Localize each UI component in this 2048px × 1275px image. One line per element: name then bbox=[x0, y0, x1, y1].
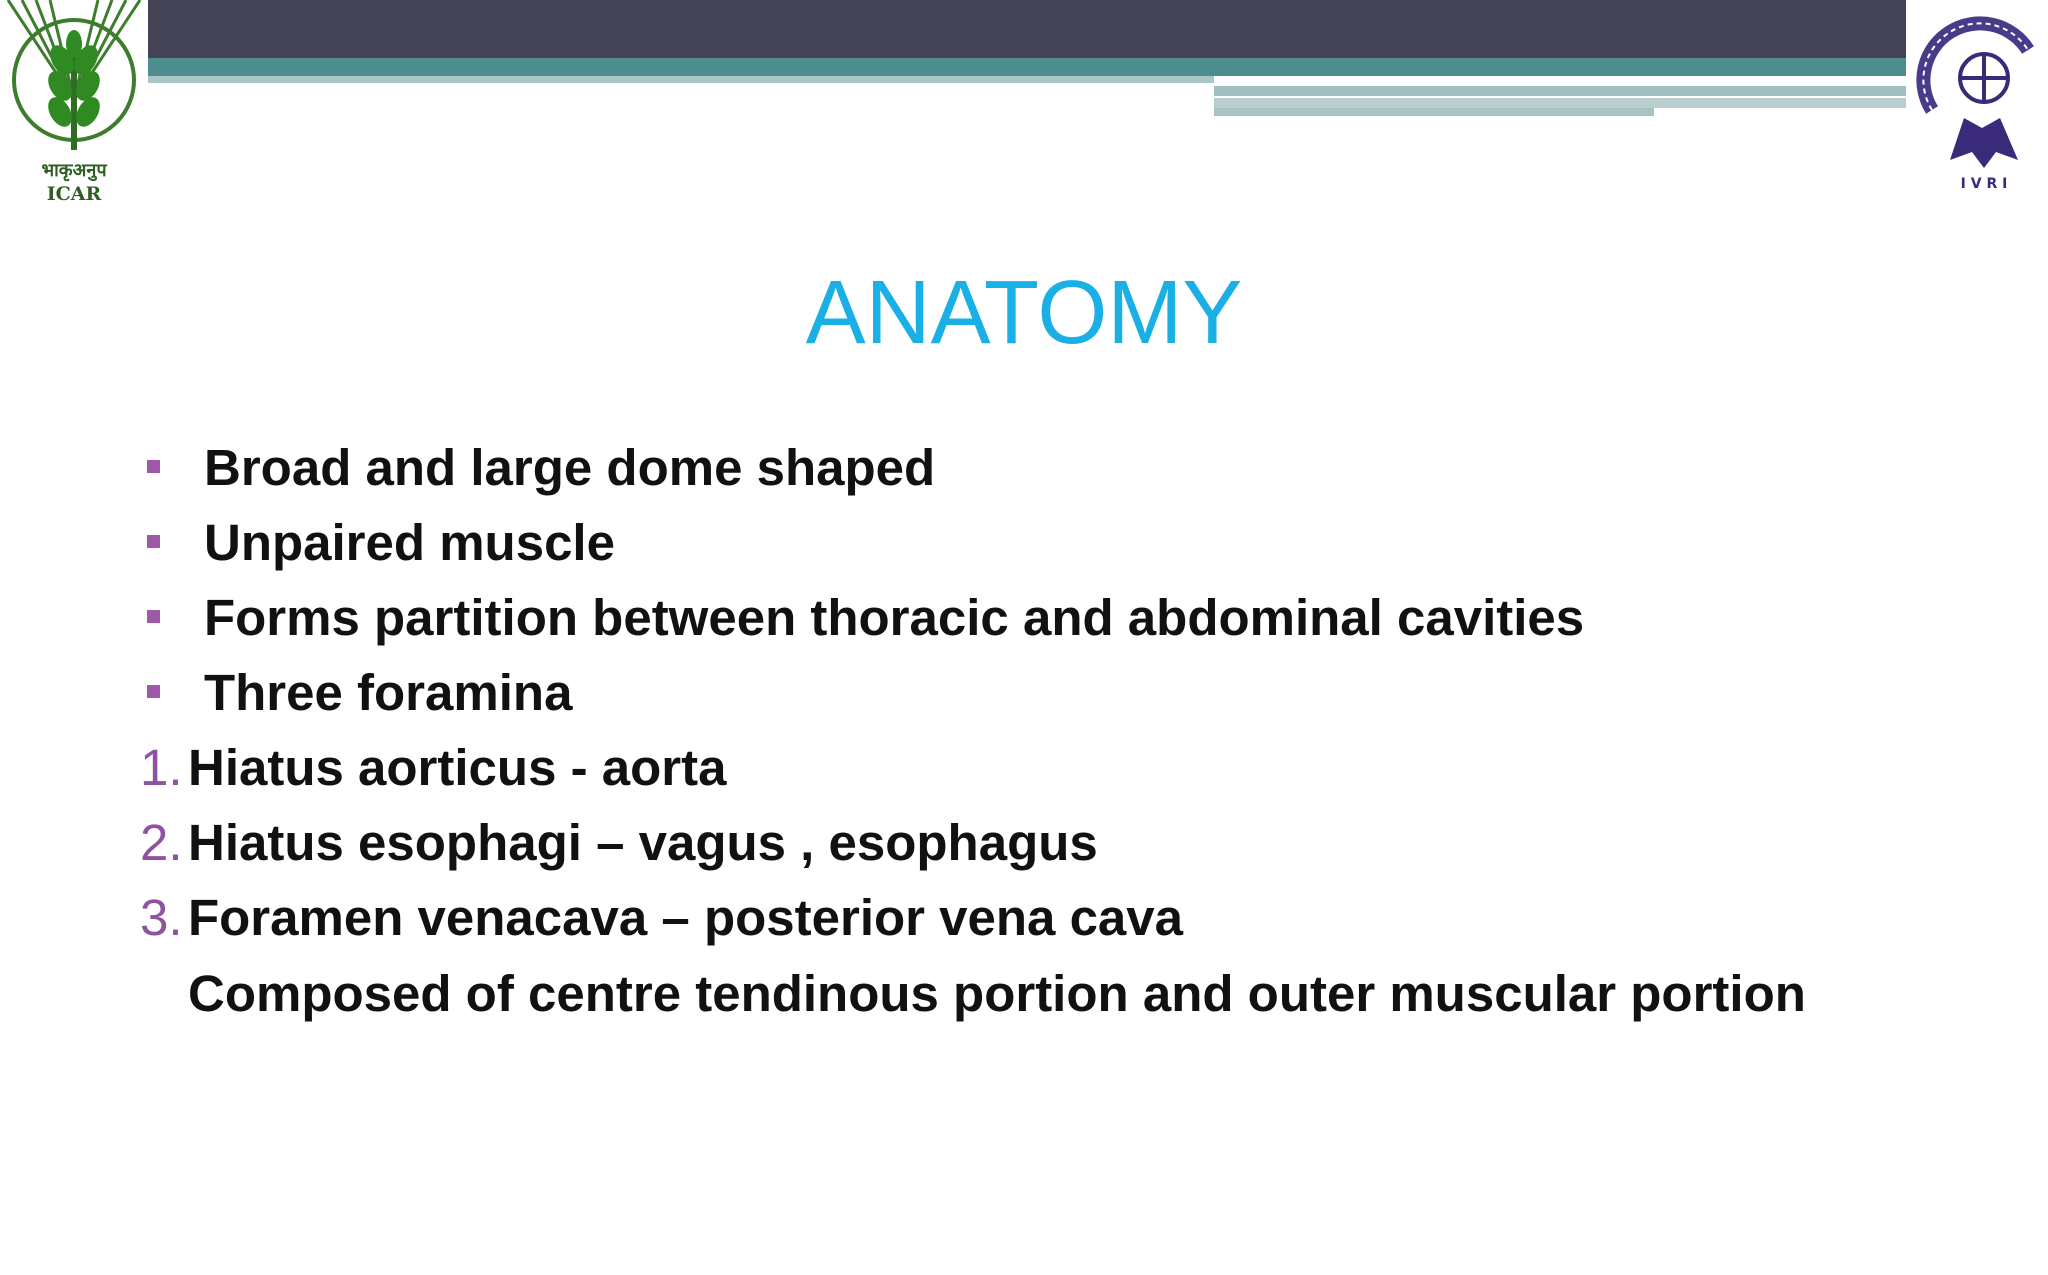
bullet-square-icon bbox=[147, 460, 160, 473]
numbered-text: Hiatus esophagi – vagus , esophagus bbox=[188, 814, 1098, 871]
header-band-light-2 bbox=[1214, 98, 1906, 108]
icar-logo-hindi: भाकृअनुप bbox=[41, 160, 107, 181]
header-band-dark bbox=[148, 0, 1906, 58]
item-number: 3. bbox=[140, 889, 183, 946]
ivri-logo-text: I V R I bbox=[1960, 176, 2008, 192]
numbered-item bbox=[140, 805, 1940, 880]
slide-content bbox=[140, 430, 1940, 1105]
bullet-square-icon bbox=[147, 610, 160, 623]
numbered-text: Foramen venacava – posterior vena cava bbox=[188, 889, 1184, 946]
bullet-text: Unpaired muscle bbox=[204, 514, 615, 571]
ivri-logo bbox=[1912, 0, 2048, 200]
bullet-item bbox=[140, 655, 1940, 730]
bullet-text: Broad and large dome shaped bbox=[204, 439, 936, 496]
numbered-text: Hiatus aorticus - aorta bbox=[188, 739, 727, 796]
item-number: 2. bbox=[140, 814, 183, 871]
numbered-item bbox=[140, 730, 1940, 805]
bullet-square-icon bbox=[147, 535, 160, 548]
header-band-teal bbox=[148, 58, 1906, 76]
header-band-light-1 bbox=[1214, 86, 1906, 96]
bullet-item bbox=[140, 505, 1940, 580]
slide-title: ANATOMY bbox=[805, 263, 1243, 363]
bullet-text: Forms partition between thoracic and abdominal cavities bbox=[204, 589, 1585, 646]
icar-logo-text: ICAR bbox=[46, 183, 102, 205]
bullet-item bbox=[140, 430, 1940, 505]
icar-logo bbox=[0, 0, 148, 210]
bullet-text: Three foramina bbox=[204, 664, 573, 721]
item-number: 1. bbox=[140, 739, 183, 796]
paragraph-block bbox=[140, 955, 1940, 1105]
bullet-item bbox=[140, 580, 1940, 655]
header-band-light-3 bbox=[1214, 108, 1654, 116]
numbered-item bbox=[140, 880, 1940, 955]
bullet-square-icon bbox=[147, 685, 160, 698]
paragraph-text: Composed of centre tendinous portion and outer muscular portion bbox=[188, 965, 1806, 1022]
header-band-thin bbox=[148, 76, 1214, 83]
